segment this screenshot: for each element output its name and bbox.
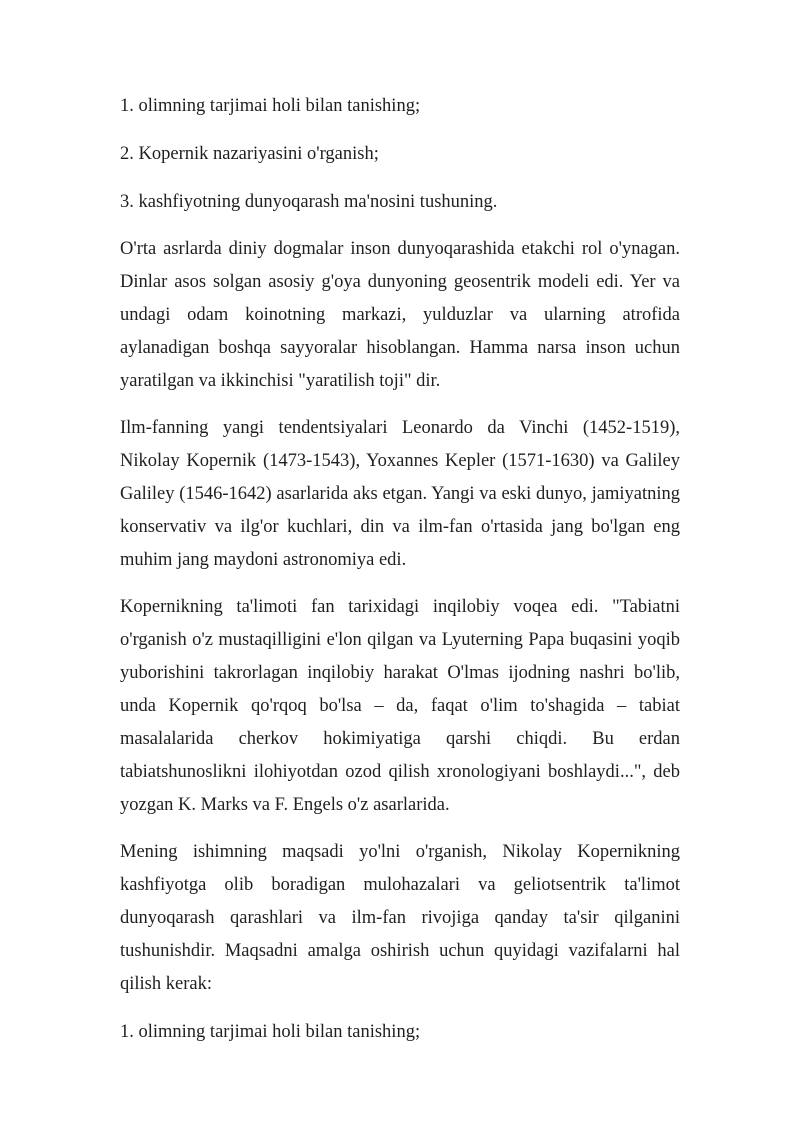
task-item-2: 2. Kopernik nazariyasini o'rganish; bbox=[120, 144, 379, 164]
paragraph-new-tendencies: Ilm-fanning yangi tendentsiyalari Leonardo da Vinchi (1452-1519), Nikolay Kopernik (1473-1543), Yoxannes Kepler (1571-1630) va Galiley Galiley (1546-1642) asarlarida aks etgan. Yangi va eski dunyo, jamiyatning konservativ va ilg'or kuchlari, din va ilm-fan o'rtasida jang bo'lgan eng muhim jang maydoni astronomiya edi. bbox=[120, 418, 680, 570]
paragraph-copernicus-teaching: Kopernikning ta'limoti fan tarixidagi inqilobiy voqea edi. "Tabiatni o'rganish o'z mustaqilligini e'lon qilgan va Lyuterning Papa buqasini yoqib yuborishini takrorlagan inqilobiy harakat O'lmas ijodning nashri bo'lib, unda Kopernik qo'rqoq bo'lsa – da, faqat o'lim to'shagida – tabiat masalalarida cherkov hokimiyatiga qarshi chiqdi. Bu erdan tabiatshunoslikni ilohiyotdan ozod qilish xronologiyani boshlaydi...", deb yozgan K. Marks va F. Engels o'z asarlarida. bbox=[120, 597, 680, 815]
paragraph-work-goal: Mening ishimning maqsadi yo'lni o'rganish, Nikolay Kopernikning kashfiyotga olib boradigan mulohazalari va geliotsentrik ta'limot dunyoqarash qarashlari va ilm-fan rivojiga qanday ta'sir qilganini tushunishdir. Maqsadni amalga oshirish uchun quyidagi vazifalarni hal qilish kerak: bbox=[120, 842, 680, 994]
task-item-repeat-1: 1. olimning tarjimai holi bilan tanishing; bbox=[120, 1022, 421, 1042]
task-item-3: 3. kashfiyotning dunyoqarash ma'nosini tushuning. bbox=[120, 192, 498, 212]
document-body bbox=[120, 89, 680, 1063]
paragraph-middle-ages: O'rta asrlarda diniy dogmalar inson dunyoqarashida etakchi rol o'ynagan. Dinlar asos solgan asosiy g'oya dunyoning geosentrik modeli edi. Yer va undagi odam koinotning markazi, yulduzlar va ularning atrofida aylanadigan boshqa sayyoralar hisoblangan. Hamma narsa inson uchun yaratilgan va ikkinchisi "yaratilish toji" dir. bbox=[120, 239, 680, 391]
task-item-1: 1. olimning tarjimai holi bilan tanishing; bbox=[120, 96, 421, 116]
